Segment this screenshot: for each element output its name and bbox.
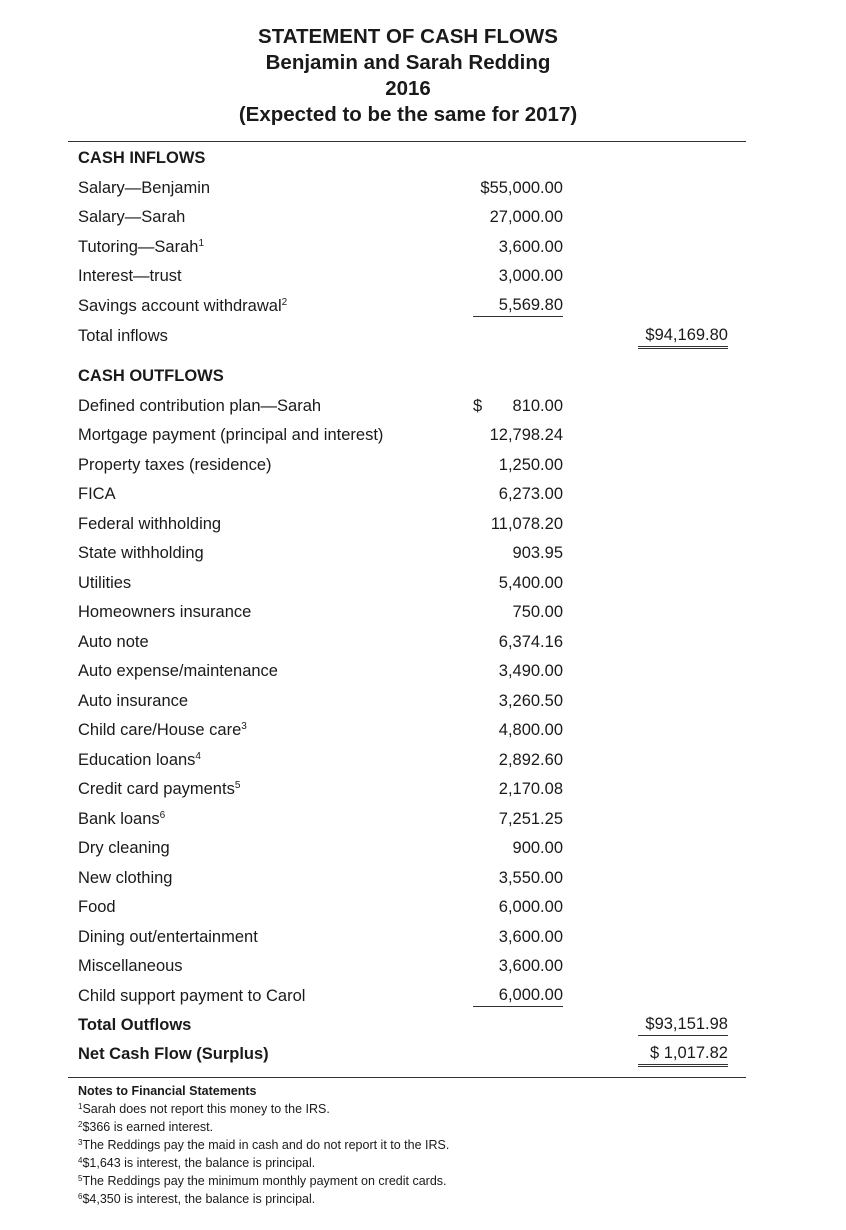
outflow-row	[78, 630, 746, 654]
outflow-label: Defined contribution plan—Sarah	[78, 397, 322, 415]
outflow-label: Dry cleaning	[78, 839, 170, 857]
outflow-row	[78, 453, 746, 477]
outflow-label: Education loans$^4$	[78, 751, 201, 769]
inflow-total-row	[78, 324, 746, 348]
outflow-label: Utilities	[78, 574, 132, 592]
outflow-amount: 4,800.00	[498, 721, 563, 739]
outflow-amount: 2,892.60	[498, 751, 563, 769]
bottom-divider	[68, 1077, 746, 1078]
note-item: $^3$The Reddings pay the maid in cash and do not report it to the IRS.	[78, 1138, 450, 1152]
outflow-label: Auto expense/maintenance	[78, 662, 278, 680]
statement-title: STATEMENT OF CASH FLOWS	[258, 25, 558, 48]
outflow-row	[78, 718, 746, 742]
outflow-amount: 3,550.00	[498, 869, 563, 887]
outflow-row	[78, 600, 746, 624]
outflow-amount: 6,000.00	[498, 898, 563, 916]
outflows-heading: CASH OUTFLOWS	[78, 367, 224, 385]
note-item: $^2$\$366 is earned interest.	[78, 1120, 214, 1134]
outflow-amount: 6,273.00	[498, 485, 563, 503]
outflow-total-row	[78, 1013, 746, 1037]
outflow-total-amount: $93,151.98	[638, 1013, 728, 1036]
inflow-total-amount: $94,169.80	[638, 324, 728, 349]
inflow-label: Salary—Sarah	[78, 208, 186, 226]
statement-header	[0, 24, 816, 128]
note-item: $^4$\$1,643 is interest, the balance is principal.	[78, 1156, 316, 1170]
inflow-amount: $55,000.00	[480, 179, 563, 197]
dollar-sign: $	[473, 397, 483, 415]
notes-title: Notes to Financial Statements	[78, 1084, 257, 1098]
inflow-label: Interest—trust	[78, 267, 182, 285]
inflow-amount: 3,600.00	[498, 238, 563, 256]
inflow-label: Salary—Benjamin	[78, 179, 211, 197]
inflow-label: Savings account withdrawal$^2$	[78, 297, 288, 315]
notes-section	[78, 1082, 449, 1208]
outflow-amount: 7,251.25	[498, 810, 563, 828]
outflow-label: Federal withholding	[78, 515, 222, 533]
outflow-amount: 1,250.00	[498, 456, 563, 474]
outflow-amount: 6,374.16	[498, 633, 563, 651]
outflow-amount: 3,490.00	[498, 662, 563, 680]
outflow-amount: 11,078.20	[490, 515, 563, 533]
outflow-amount: 12,798.24	[489, 426, 563, 444]
outflow-label: Mortgage payment (principal and interest)	[78, 426, 384, 444]
outflow-amount: 750.00	[512, 603, 563, 621]
outflow-label: State withholding	[78, 544, 204, 562]
outflow-row	[78, 866, 746, 890]
inflow-amount: 3,000.00	[498, 267, 563, 285]
outflow-label: Auto note	[78, 633, 149, 651]
outflow-label: Child care/House care$^3$	[78, 721, 247, 739]
outflow-amount: 2,170.08	[498, 780, 563, 798]
outflow-label: Bank loans$^6$	[78, 810, 166, 828]
outflow-label: Homeowners insurance	[78, 603, 252, 621]
outflow-row	[78, 571, 746, 595]
outflow-row	[78, 659, 746, 683]
outflow-label: Auto insurance	[78, 692, 189, 710]
outflow-amount: $ 810.00	[473, 394, 563, 418]
outflow-label: Child support payment to Carol	[78, 987, 306, 1005]
inflow-row	[78, 264, 746, 288]
outflow-row	[78, 541, 746, 565]
outflow-row	[78, 689, 746, 713]
note-item: $^5$The Reddings pay the minimum monthly payment on credit cards.	[78, 1174, 447, 1188]
outflow-row	[78, 836, 746, 860]
statement-owners: Benjamin and Sarah Redding	[265, 51, 551, 74]
outflow-row	[78, 984, 746, 1008]
inflow-total-label: Total inflows	[78, 327, 168, 345]
net-cash-flow-amount: $ 1,017.82	[638, 1042, 728, 1067]
outflow-label: FICA	[78, 485, 116, 503]
outflow-row	[78, 423, 746, 447]
outflow-row	[78, 394, 746, 418]
outflow-total-label: Total Outflows	[78, 1016, 192, 1034]
outflow-label: Dining out/entertainment	[78, 928, 258, 946]
outflow-amount: 3,600.00	[498, 957, 563, 975]
outflow-amount: 3,260.50	[498, 692, 563, 710]
statement-year: 2016	[385, 77, 431, 100]
outflow-row	[78, 807, 746, 831]
outflow-row	[78, 482, 746, 506]
outflow-amount: 5,400.00	[498, 574, 563, 592]
outflow-label: Credit card payments$^5$	[78, 780, 241, 798]
outflow-label: Property taxes (residence)	[78, 456, 272, 474]
inflow-row	[78, 235, 746, 259]
outflow-row	[78, 748, 746, 772]
inflow-row	[78, 205, 746, 229]
outflow-row	[78, 512, 746, 536]
statement-subtitle: (Expected to be the same for 2017)	[238, 103, 578, 126]
outflow-row	[78, 925, 746, 949]
outflow-row	[78, 777, 746, 801]
outflow-label: Food	[78, 898, 116, 916]
inflows-heading: CASH INFLOWS	[78, 149, 206, 167]
net-cash-flow-row	[78, 1042, 746, 1066]
outflow-row	[78, 954, 746, 978]
outflow-amount: 903.95	[512, 544, 563, 562]
inflow-amount: 5,569.80	[473, 294, 563, 317]
inflow-row	[78, 294, 746, 318]
inflow-row	[78, 176, 746, 200]
inflow-label: Tutoring—Sarah$^1$	[78, 238, 205, 256]
outflow-amount: 6,000.00	[473, 984, 563, 1007]
top-divider	[68, 141, 746, 142]
note-item: $^6$\$4,350 is interest, the balance is principal.	[78, 1192, 316, 1206]
outflow-label: New clothing	[78, 869, 173, 887]
outflow-amount: 3,600.00	[498, 928, 563, 946]
outflow-label: Miscellaneous	[78, 957, 183, 975]
outflow-amount: 900.00	[512, 839, 563, 857]
inflow-amount: 27,000.00	[489, 208, 563, 226]
note-item: $^1$Sarah does not report this money to the IRS.	[78, 1102, 330, 1116]
net-cash-flow-label: Net Cash Flow (Surplus)	[78, 1045, 269, 1063]
outflow-row	[78, 895, 746, 919]
